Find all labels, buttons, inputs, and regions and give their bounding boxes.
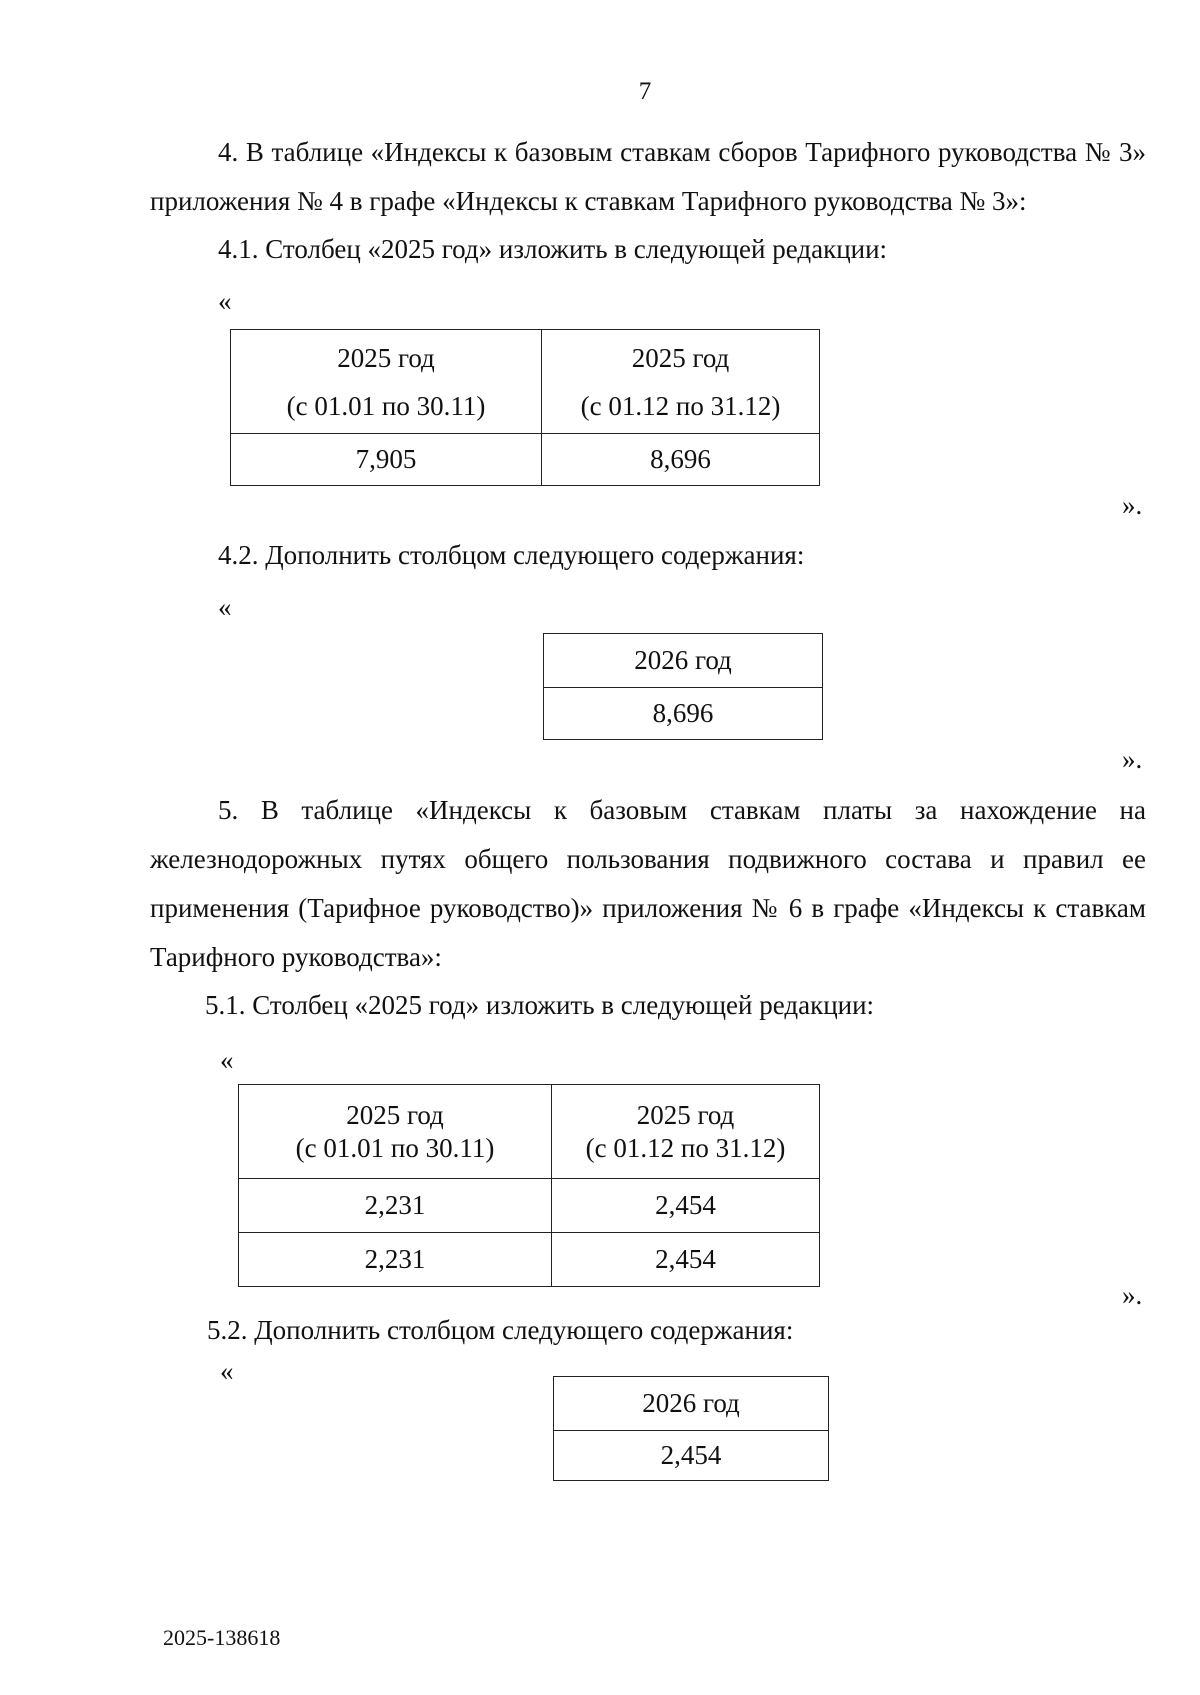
table-cell: 8,696 (542, 434, 820, 486)
item-5-1-text: 5.1. Столбец «2025 год» изложить в следующей редакции: (205, 990, 875, 1020)
table-header-row (544, 634, 823, 688)
item-5-2-text: 5.2. Дополнить столбцом следующего содержания: (207, 1315, 794, 1345)
table-header-cell: 2026 год (554, 1377, 829, 1431)
table-5-1 (238, 1084, 820, 1287)
section-4-paragraph (150, 128, 1146, 226)
table-4-1 (230, 329, 820, 486)
close-quote-4-1: ». (1122, 490, 1143, 520)
table-row (239, 1233, 820, 1287)
close-quote-5-1: ». (1122, 1280, 1143, 1310)
open-quote-4-2: « (218, 592, 232, 622)
table-cell: 7,905 (231, 434, 542, 486)
table-header-cell: 2025 год (с 01.12 по 31.12) (542, 330, 820, 434)
section-5-intro-text: 5. В таблице «Индексы к базовым ставкам платы за нахождение на железнодорожных путях общего пользования подвижного состава и правил ее применения (Тарифное руководство)» приложения № 6 в графе «Индексы к ставкам Тарифного руководства»: (150, 795, 1146, 972)
table-header-row (231, 330, 820, 434)
table-row (554, 1431, 829, 1481)
table-row (544, 688, 823, 740)
table-header-cell: 2025 год (с 01.12 по 31.12) (552, 1085, 820, 1179)
table-5-2 (553, 1376, 829, 1481)
item-4-2-text: 4.2. Дополнить столбцом следующего содержания: (218, 540, 805, 570)
open-quote-5-2: « (220, 1356, 234, 1386)
table-header-cell: 2025 год (с 01.01 по 30.11) (231, 330, 542, 434)
table-header-cell: 2026 год (544, 634, 823, 688)
table-cell: 2,454 (552, 1233, 820, 1287)
document-code: 2025-138618 (163, 1625, 281, 1650)
section-5-paragraph (150, 786, 1146, 982)
item-4-1-text: 4.1. Столбец «2025 год» изложить в следующей редакции: (218, 234, 888, 264)
open-quote-5-1: « (220, 1045, 234, 1075)
table-header-cell: 2025 год (с 01.01 по 30.11) (239, 1085, 552, 1179)
close-quote-4-2: ». (1122, 744, 1143, 774)
table-cell: 8,696 (544, 688, 823, 740)
table-header-row (554, 1377, 829, 1431)
table-row (239, 1179, 820, 1233)
table-header-row (239, 1085, 820, 1179)
table-cell: 2,454 (554, 1431, 829, 1481)
table-cell: 2,231 (239, 1233, 552, 1287)
table-row (231, 434, 820, 486)
open-quote-4-1: « (218, 286, 232, 316)
table-cell: 2,231 (239, 1179, 552, 1233)
table-cell: 2,454 (552, 1179, 820, 1233)
section-4-intro-text: 4. В таблице «Индексы к базовым ставкам сборов Тарифного руководства № 3» приложения № 4 в графе «Индексы к ставкам Тарифного руководства № 3»: (150, 137, 1146, 216)
table-4-2 (543, 633, 823, 740)
page-number: 7 (638, 78, 652, 105)
